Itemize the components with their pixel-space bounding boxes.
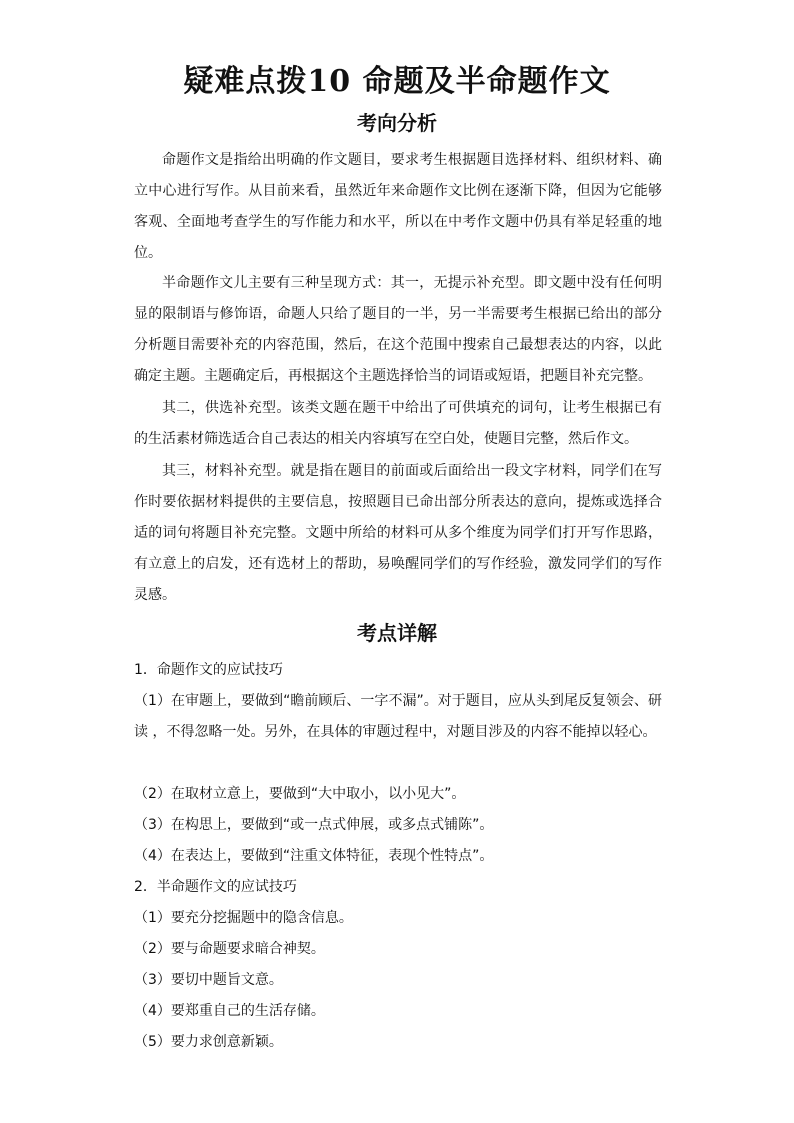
paragraph-half-topic-type1: 半命题作文儿主要有三种呈现方式：其一，无提示补充型。即文题中没有任何明显的限制语与修饰语，命题人只给了题目的一半，另一半需要考生根据已给出的部分分析题目需要补充的内容范围，然后，在这个范围中搜索自己最想表达的内容，以此确定主题。主题确定后，再根据这个主题选择恰当的词语或短语，把题目补充完整。 <box>134 275 662 384</box>
part2-item-2: （2）要与命题要求暗合神契。 <box>134 941 325 957</box>
paragraph-half-topic-type2: 其二，供选补充型。该类文题在题干中给出了可供填充的词句，让考生根据已有的生活素材筛选适合自己表达的相关内容填写在空白处，使题目完整，然后作文。 <box>134 400 662 447</box>
part1-item-1: （1）在审题上，要做到“瞻前顾后、一字不漏”。对于题目，应从头到尾反复领会、研读 ，不得忽略一处。另外，在具体的审题过程中，对题目涉及的内容不能掉以轻心。 <box>134 693 662 740</box>
section-heading-details: 考点详解 <box>357 621 437 645</box>
part2-item-5: （5）要力求创意新颖。 <box>134 1034 283 1050</box>
part2-item-3: （3）要切中题旨文意。 <box>134 972 283 988</box>
part1-item-4: （4）在表达上，要做到“注重文体特征，表现个性特点”。 <box>134 848 494 864</box>
part1-title: 1．命题作文的应试技巧 <box>134 662 283 678</box>
section-heading-analysis: 考向分析 <box>357 111 437 135</box>
paragraph-half-topic-type3: 其三，材料补充型。就是指在题目的前面或后面给出一段文字材料，同学们在写作时要依据材料提供的主要信息，按照题目已命出部分所表达的意向，提炼或选择合适的词句将题目补充完整。文题中所给的材料可从多个维度为同学们打开写作思路，有立意上的启发，还有选材上的帮助，易唤醒同学们的写作经验，激发同学们的写作灵感。 <box>134 463 662 603</box>
part2-title: 2．半命题作文的应试技巧 <box>134 879 297 895</box>
part2-item-4: （4）要郑重自己的生活存储。 <box>134 1003 325 1019</box>
document-title: 疑难点拨10 命题及半命题作文 <box>183 64 611 99</box>
part1-item-2: （2）在取材立意上，要做到“大中取小，以小见大”。 <box>134 786 466 802</box>
part2-item-1: （1）要充分挖掘题中的隐含信息。 <box>134 910 353 926</box>
paragraph-intro: 命题作文是指给出明确的作文题目，要求考生根据题目选择材料、组织材料、确立中心进行写作。从目前来看，虽然近年来命题作文比例在逐渐下降，但因为它能够客观、全面地考查学生的写作能力和水平，所以在中考作文题中仍具有举足轻重的地位。 <box>134 152 662 261</box>
part1-item-3: （3）在构思上，要做到“或一点式伸展，或多点式铺陈”。 <box>134 817 494 833</box>
